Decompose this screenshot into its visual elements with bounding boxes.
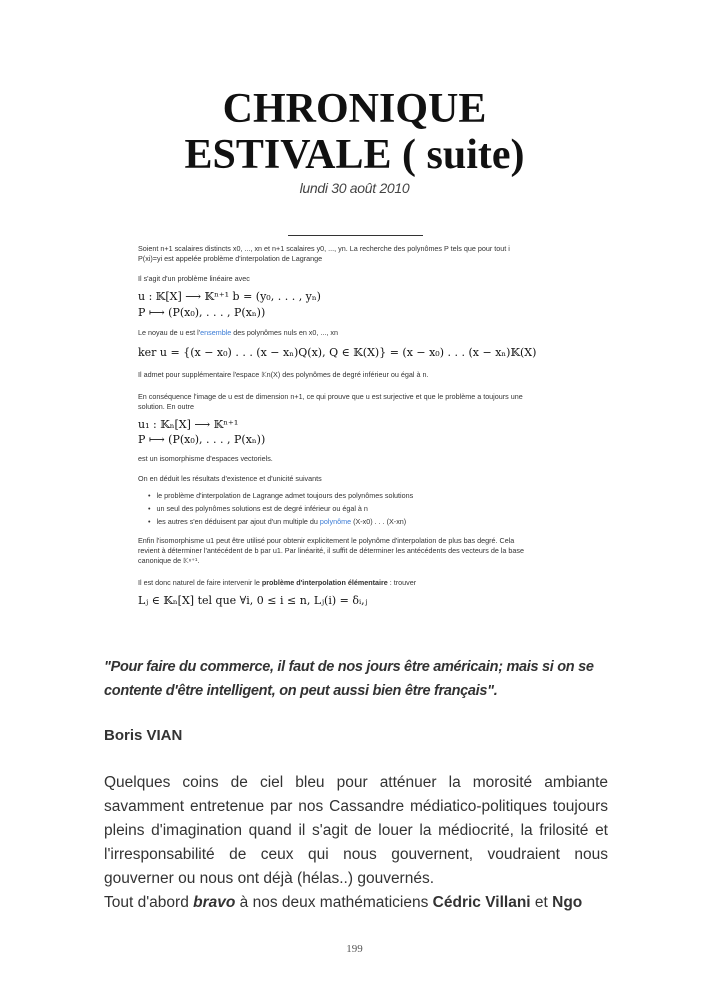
quote-author: Boris VIAN [104,727,183,744]
page-title [0,86,709,178]
page-number: 199 [346,943,363,955]
figure-text-line: Il s'agit d'un problème linéaire avec [138,274,250,283]
math-figure [138,230,570,625]
figure-bullet: • le problème d'interpolation de Lagrange admet toujours des polynômes solutions [148,491,580,501]
figure-bullet: • les autres s'en déduisent par ajout d'un multiple du polynôme (X-x0) . . . (X-xn) [148,517,580,527]
figure-text-line: Le noyau de u est l'ensemble des polynômes nuls en x0, ..., xn [138,328,338,337]
title-line-2: ESTIVALE ( suite) [184,132,525,178]
paragraph: Quelques coins de ciel bleu pour atténuer la morosité ambiante savamment entretenue par nos Cassandre médiatico-politiques toujours pleins d'imagination quand il s'agit de louer la médiocrité, la frilosité et l'irresponsabilité de ceux qui nous gouvernent, voudraient nous gouverner ou nous ont déjà (hélas..) gouvernés. [104,774,608,887]
figure-math-line: u : 𝕂[X] ⟶ 𝕂ⁿ⁺¹ b = (y₀, . . . , yₙ) [138,290,321,303]
figure-text-line: Soient n+1 scalaires distincts x0, ..., xn et n+1 scalaires y0, ..., yn. La recherche des polynômes P tels que pour tout i [138,244,510,253]
polynome-link[interactable]: polynôme [319,517,352,526]
title-line-1: CHRONIQUE [222,86,487,132]
figure-text-line: Enfin l'isomorphisme u1 peut être utilisé pour obtenir explicitement le polynôme d'interpolation de plus bas degré. Cela [138,536,515,545]
figure-text-line: On en déduit les résultats d'existence et d'unicité suivants [138,474,322,483]
figure-text-line: canonique de 𝕂ⁿ⁺¹. [138,556,200,565]
ensemble-link[interactable]: ensemble [200,328,232,337]
figure-math-line: P ⟼ (P(x₀), . . . , P(xₙ)) [138,306,266,319]
figure-math-line: Lⱼ ∈ 𝕂ₙ[X] tel que ∀i, 0 ≤ i ≤ n, Lⱼ(i) = δᵢ,ⱼ [138,594,368,607]
paragraph: Tout d'abord bravo à nos deux mathématiciens Cédric Villani et Ngo [104,894,583,911]
figure-text-line: Il admet pour supplémentaire l'espace 𝕂n(X) des polynômes de degré inférieur ou égal à n. [138,370,429,379]
figure-text-line: P(xi)=yi est appelée problème d'interpolation de Lagrange [138,254,323,263]
figure-text-line: revient à déterminer l'antécédent de b par u1. Par linéarité, il suffit de déterminer les antécédents des vecteurs de la base [138,546,524,555]
figure-bullet: • un seul des polynômes solutions est de degré inférieur ou égal à n [148,504,580,514]
figure-math-line: ker u = {(x − x₀) . . . (x − xₙ)Q(x), Q ∈ 𝕂(X)} = (x − x₀) . . . (x − xₙ)𝕂(X) [138,346,537,359]
quote: "Pour faire du commerce, il faut de nos jours être américain; mais si on se contente d'être intelligent, on peut aussi bien être français". [104,659,594,699]
article-body [104,771,608,915]
figure-math-line: u₁ : 𝕂ₙ[X] ⟶ 𝕂ⁿ⁺¹ [138,418,239,431]
figure-text-line: Il est donc naturel de faire intervenir le problème d'interpolation élémentaire : trouver [138,578,417,587]
post-date: lundi 30 août 2010 [299,180,410,196]
figure-text-line: est un isomorphisme d'espaces vectoriels. [138,454,273,463]
figure-text-line: solution. En outre [138,402,194,411]
figure-text-line: En conséquence l'image de u est de dimension n+1, ce qui prouve que u est surjective et que le problème a toujours une [138,392,523,401]
figure-math-line: P ⟼ (P(x₀), . . . , P(xₙ)) [138,433,266,446]
figure-top-rule [288,235,423,236]
